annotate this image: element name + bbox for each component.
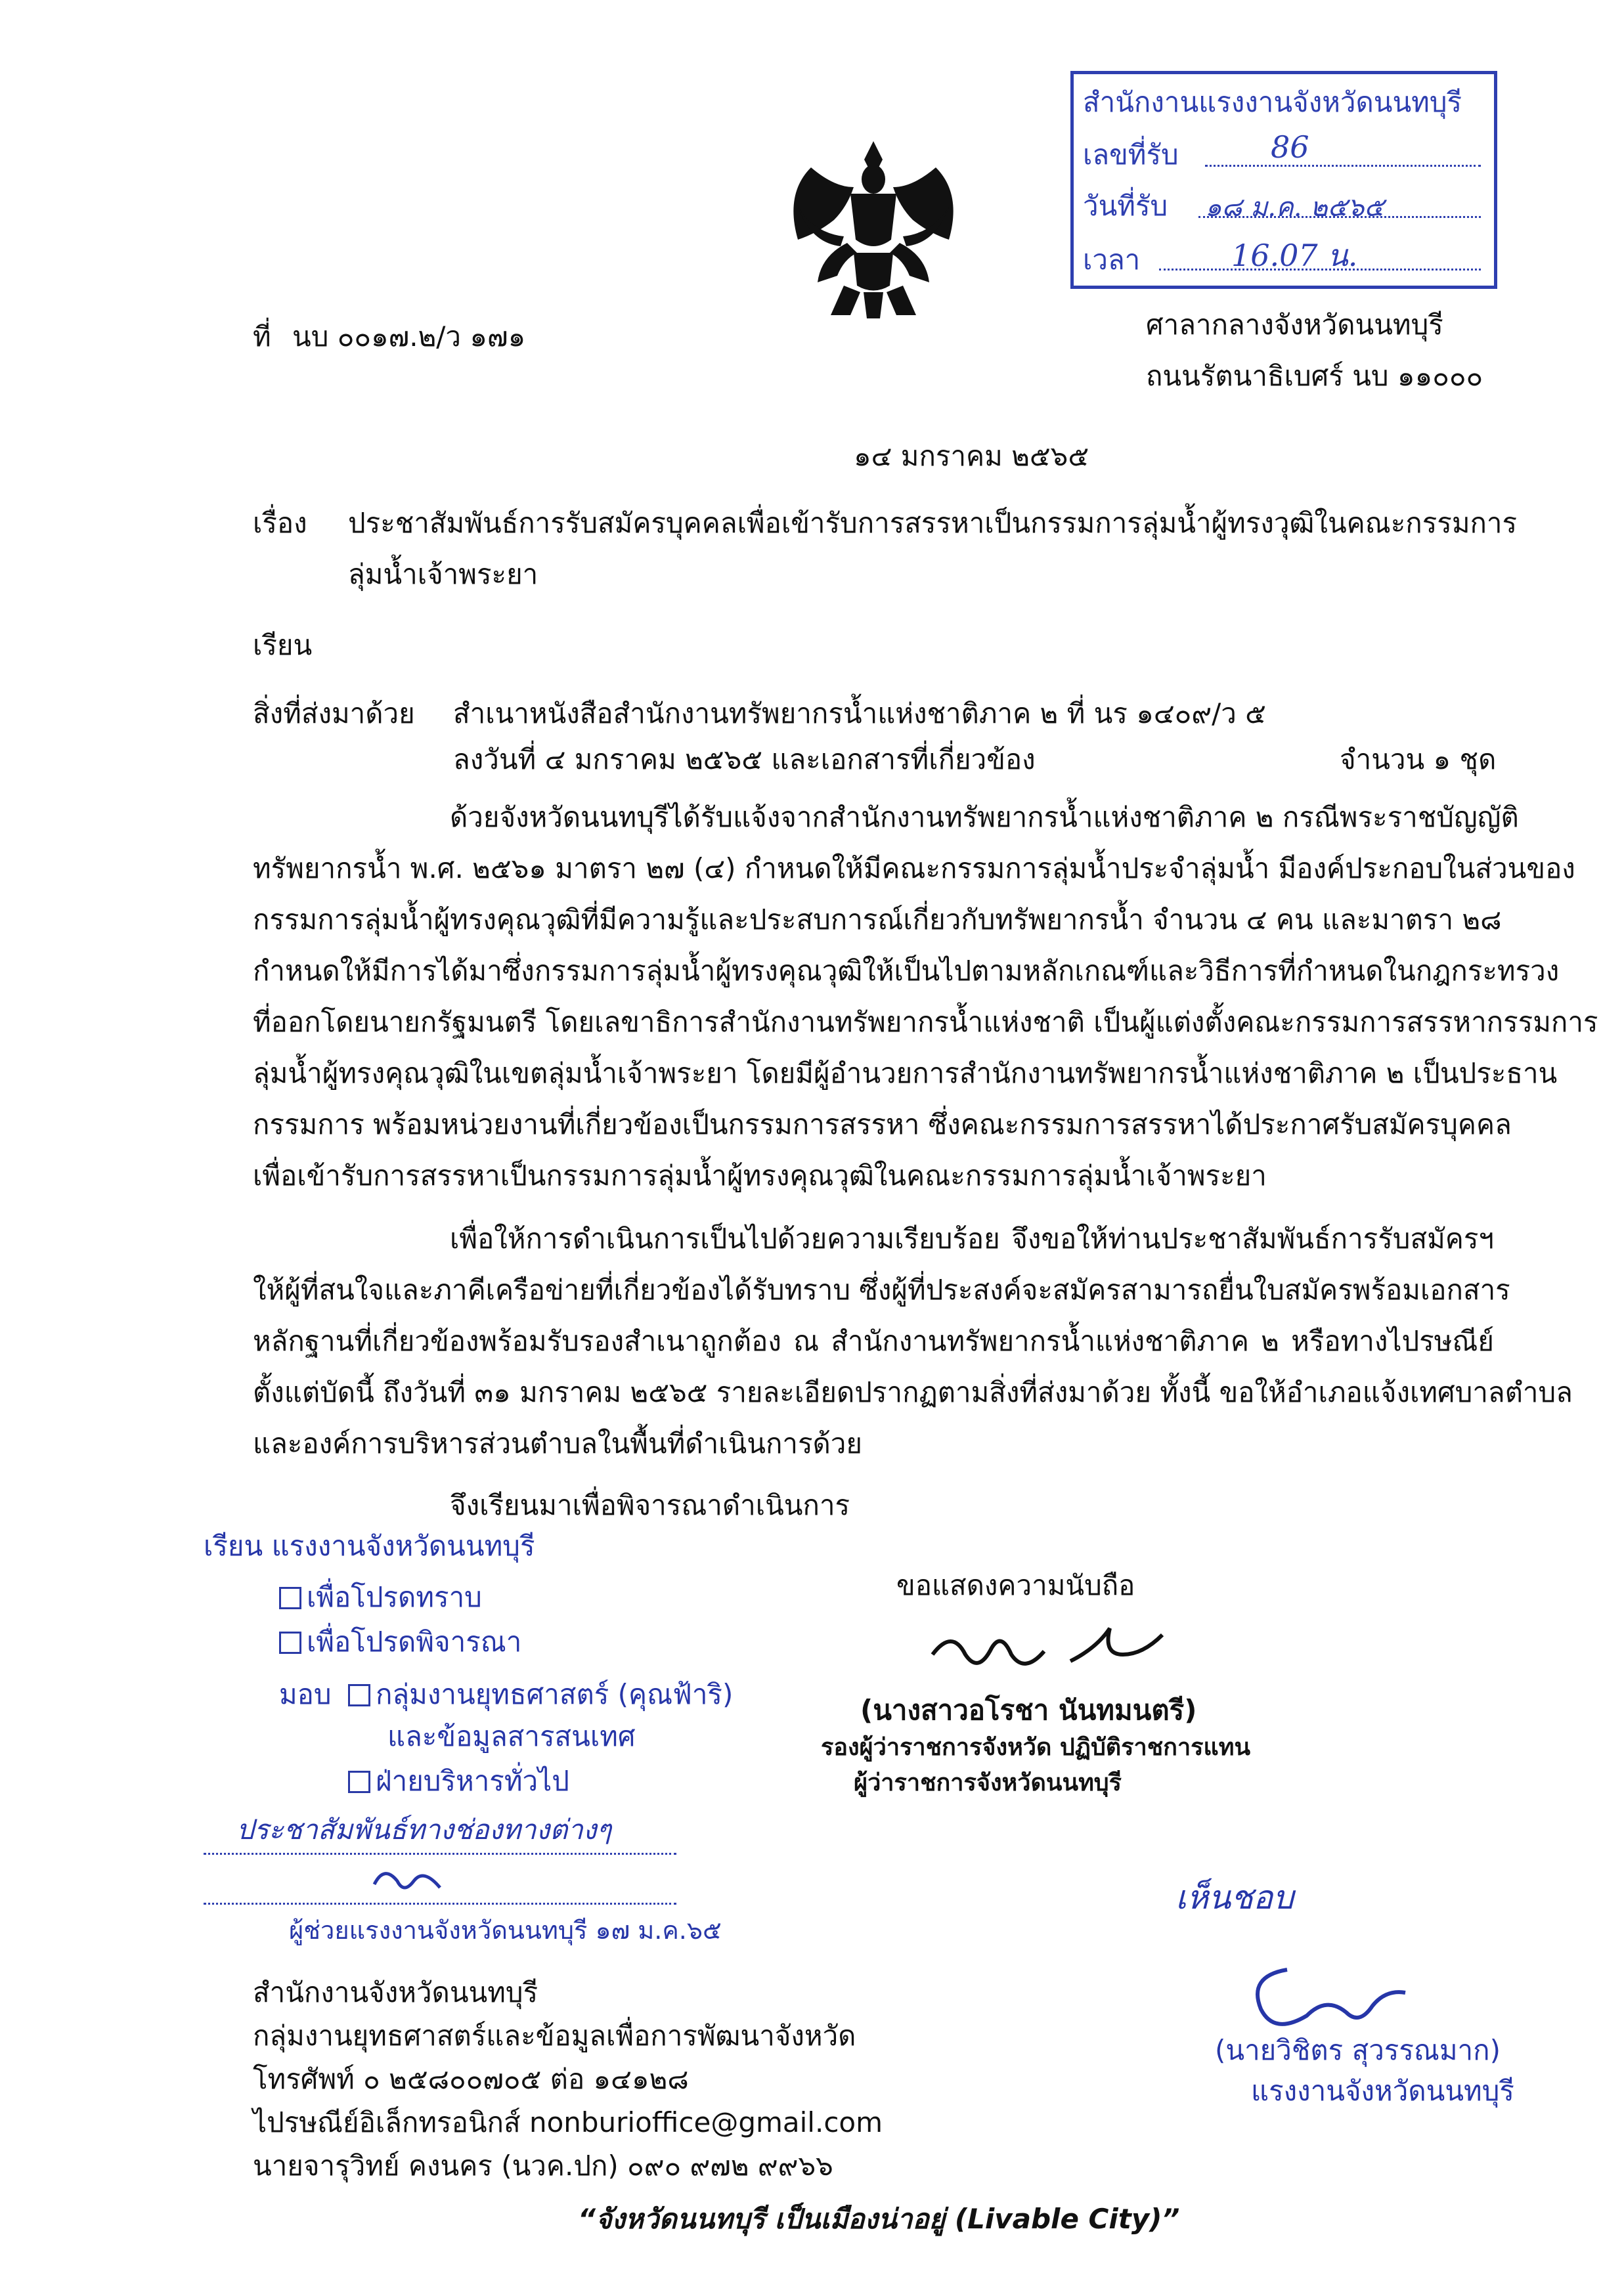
contact-office: สำนักงานจังหวัดนนทบุรี — [253, 1976, 538, 2008]
approval-handwritten: เห็นชอบ — [1175, 1878, 1294, 1917]
signature-signer — [919, 1609, 1182, 1681]
contact-person: นายจารุวิทย์ คงนคร (นวค.ปก) ๐๙๐ ๙๗๒ ๙๙๖๖ — [253, 2150, 833, 2182]
stamp-number-value: 86 — [1271, 129, 1309, 165]
routing-option-3-cont: และข้อมูลสารสนเทศ — [387, 1720, 636, 1752]
paragraph1-line: ที่ออกโดยนายกรัฐมนตรี โดยเลขาธิการสำนักงานทรัพยากรน้ำแห่งชาติ เป็นผู้แต่งตั้งคณะกรรมการสรรหากรรมการ — [253, 1006, 1598, 1038]
checkbox-icon — [348, 1771, 370, 1793]
routing-option-1: เพื่อโปรดทราบ — [279, 1581, 482, 1614]
signer-title-1: รองผู้ว่าราชการจังหวัด ปฏิบัติราชการแทน — [821, 1734, 1251, 1761]
paragraph2-line: ตั้งแต่บัดนี้ ถึงวันที่ ๓๑ มกราคม ๒๕๖๕ รายละเอียดปรากฏตามสิ่งที่ส่งมาด้วย ทั้งนี้ ขอให้อำเภอแจ้งเทศบาลตำบล — [253, 1376, 1573, 1408]
signer-title-2: ผู้ว่าราชการจังหวัดนนทบุรี — [854, 1769, 1122, 1796]
paragraph1-line: ด้วยจังหวัดนนทบุรีได้รับแจ้งจากสำนักงานทรัพยากรน้ำแห่งชาติภาค ๒ กรณีพระราชบัญญัติ — [450, 801, 1519, 833]
paragraph1-line: กำหนดให้มีการได้มาซึ่งกรรมการลุ่มน้ำผู้ทรงคุณวุฒิให้เป็นไปตามหลักเกณฑ์และวิธีการที่กำหนดในกฎกระทรวง — [253, 955, 1560, 987]
paragraph2-line: หลักฐานที่เกี่ยวข้องพร้อมรับรองสำเนาถูกต้อง ณ สำนักงานทรัพยากรน้ำแห่งชาติภาค ๒ หรือทางไปรษณีย์ — [253, 1325, 1494, 1357]
paragraph2-line: เพื่อให้การดำเนินการเป็นไปด้วยความเรียบร้อย จึงขอให้ท่านประชาสัมพันธ์การรับสมัครฯ — [450, 1223, 1494, 1255]
subject-line-1: ประชาสัมพันธ์การรับสมัครบุคคลเพื่อเข้ารับการสรรหาเป็นกรรมการลุ่มน้ำผู้ทรงวุฒิในคณะกรรมการ — [348, 507, 1518, 539]
subject-label: เรื่อง — [253, 507, 307, 539]
garuda-emblem-icon — [772, 128, 975, 325]
paragraph1-line: กรรมการลุ่มน้ำผู้ทรงคุณวุฒิที่มีความรู้และประสบการณ์เกี่ยวกับทรัพยากรน้ำ จำนวน ๔ คน และมาตรา ๒๘ — [253, 903, 1502, 936]
checkbox-checked-icon — [348, 1684, 370, 1706]
stamp-date-value: ๑๘ ม.ค. ๒๕๖๕ — [1205, 192, 1384, 223]
paragraph1-line: ทรัพยากรน้ำ พ.ศ. ๒๕๖๑ มาตรา ๒๗ (๔) กำหนดให้มีคณะกรรมการลุ่มน้ำประจำลุ่มน้ำ มีองค์ประกอบในส่วนของ — [253, 852, 1575, 884]
doc-number-label: ที่ — [253, 320, 271, 353]
signer-name: (นางสาวอโรชา นันทมนตรี) — [860, 1694, 1197, 1726]
doc-number: นบ ๐๐๑๗.๒/ว ๑๗๑ — [292, 320, 526, 353]
sender-address: ถนนรัตนาธิเบศร์ นบ ๑๑๐๐๐ — [1146, 360, 1483, 392]
routing-option-2: เพื่อโปรดพิจารณา — [279, 1626, 521, 1658]
routing-option-4: ฝ่ายบริหารทั่วไป — [348, 1765, 569, 1798]
sender-name: ศาลากลางจังหวัดนนทบุรี — [1146, 309, 1443, 341]
stamp-date-label: วันที่รับ — [1083, 190, 1168, 222]
paragraph1-line: ลุ่มน้ำผู้ทรงคุณวุฒิในเขตลุ่มน้ำเจ้าพระยา โดยมีผู้อำนวยการสำนักงานทรัพยากรน้ำแห่งชาติภาค ๒ เป็นประธาน — [253, 1057, 1558, 1089]
approver-name: (นายวิชิตร สุวรรณมาก) — [1215, 2034, 1501, 2066]
paragraph1-line: เพื่อเข้ารับการสรรหาเป็นกรรมการลุ่มน้ำผู้ทรงคุณวุฒิในคณะกรรมการลุ่มน้ำเจ้าพระยา — [253, 1159, 1267, 1192]
signature-deputy — [368, 1858, 447, 1904]
slogan: “จังหวัดนนทบุรี เป็นเมืองน่าอยู่ (Livable City)” — [578, 2203, 1180, 2235]
approver-title: แรงงานจังหวัดนนทบุรี — [1251, 2075, 1514, 2107]
routing-to: เรียน แรงงานจังหวัดนนทบุรี — [204, 1530, 535, 1562]
contact-email: ไปรษณีย์อิเล็กทรอนิกส์ nonburioffice@gmail.com — [253, 2106, 883, 2138]
closing-request: จึงเรียนมาเพื่อพิจารณาดำเนินการ — [450, 1489, 850, 1521]
stamp-time-label: เวลา — [1083, 244, 1141, 276]
enclosure-label: สิ่งที่ส่งมาด้วย — [253, 697, 415, 729]
letter-date: ๑๔ มกราคม ๒๕๖๕ — [854, 440, 1089, 472]
stamp-office: สำนักงานแรงงานจังหวัดนนทบุรี — [1083, 86, 1462, 118]
contact-phone: โทรศัพท์ ๐ ๒๕๘๐๐๗๐๕ ต่อ ๑๔๑๒๘ — [253, 2063, 689, 2095]
stamp-time-value: 16.07 น. — [1231, 238, 1358, 273]
signature-approver — [1248, 1957, 1445, 2042]
subject-line-2: ลุ่มน้ำเจ้าพระยา — [348, 558, 538, 590]
checkbox-icon — [279, 1587, 301, 1609]
enclosure-line-1: สำเนาหนังสือสำนักงานทรัพยากรน้ำแห่งชาติภาค ๒ ที่ นร ๑๔๐๙/ว ๕ — [453, 697, 1266, 729]
enclosure-quantity: จำนวน ๑ ชุด — [1340, 743, 1497, 775]
salutation: เรียน — [253, 629, 313, 661]
closing-phrase: ขอแสดงความนับถือ — [896, 1569, 1135, 1601]
routing-assign-label: มอบ — [279, 1678, 332, 1710]
contact-division: กลุ่มงานยุทธศาสตร์และข้อมูลเพื่อการพัฒนาจังหวัด — [253, 2020, 856, 2052]
paragraph2-line: ให้ผู้ที่สนใจและภาคีเครือข่ายที่เกี่ยวข้องได้รับทราบ ซึ่งผู้ที่ประสงค์จะสมัครสามารถยื่นใบสมัครพร้อมเอกสาร — [253, 1274, 1510, 1306]
checkbox-checked-icon — [279, 1632, 301, 1654]
paragraph1-line: กรรมการ พร้อมหน่วยงานที่เกี่ยวข้องเป็นกรรมการสรรหา ซึ่งคณะกรรมการสรรหาได้ประกาศรับสมัครบุคคล — [253, 1108, 1512, 1140]
routing-deputy: ผู้ช่วยแรงงานจังหวัดนนทบุรี ๑๗ ม.ค.๖๕ — [289, 1916, 722, 1945]
routing-handwritten-note: ประชาสัมพันธ์ทางช่องทางต่างๆ — [236, 1813, 611, 1846]
routing-option-3: กลุ่มงานยุทธศาสตร์ (คุณฟ้าริ) — [348, 1678, 733, 1711]
receipt-stamp — [1070, 71, 1497, 289]
enclosure-line-2: ลงวันที่ ๔ มกราคม ๒๕๖๕ และเอกสารที่เกี่ยวข้อง — [453, 743, 1036, 775]
paragraph2-line: และองค์การบริหารส่วนตำบลในพื้นที่ดำเนินการด้วย — [253, 1427, 862, 1460]
stamp-number-label: เลขที่รับ — [1083, 139, 1179, 171]
